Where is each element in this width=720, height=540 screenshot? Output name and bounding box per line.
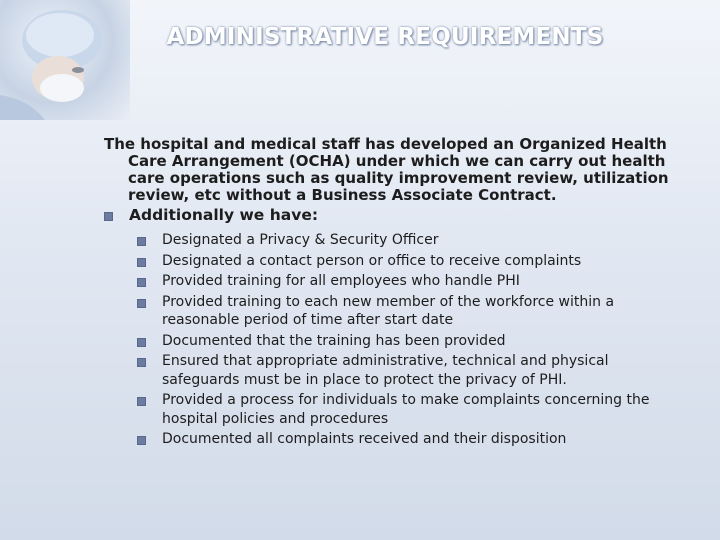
surgeon-photo bbox=[0, 0, 130, 120]
square-bullet-icon bbox=[137, 258, 146, 267]
list-item: Documented that the training has been provided bbox=[162, 332, 652, 351]
list-item: Provided training for all employees who handle PHI bbox=[162, 272, 652, 291]
square-bullet-icon bbox=[137, 436, 146, 445]
square-bullet-icon bbox=[137, 237, 146, 246]
square-bullet-icon bbox=[137, 338, 146, 347]
slide-title: ADMINISTRATIVE REQUIREMENTS bbox=[166, 24, 604, 50]
list-item: Provided a process for individuals to make complaints concerning the hospital policies and procedures bbox=[162, 391, 652, 428]
list-item: Ensured that appropriate administrative, technical and physical safeguards must be in place to protect the privacy of PHI. bbox=[162, 352, 652, 389]
square-bullet-icon bbox=[137, 358, 146, 367]
list-item: Designated a contact person or office to receive complaints bbox=[162, 252, 652, 271]
additionally-text: Additionally we have: bbox=[129, 206, 319, 224]
additionally-bullet bbox=[104, 206, 694, 224]
slide-content bbox=[104, 136, 694, 451]
square-bullet-icon bbox=[104, 212, 113, 221]
list-item: Documented all complaints received and their disposition bbox=[162, 430, 652, 449]
requirements-list bbox=[104, 231, 694, 449]
square-bullet-icon bbox=[137, 397, 146, 406]
intro-paragraph: The hospital and medical staff has developed an Organized Health Care Arrangement (OCHA) under which we can carry out health care operations such as quality improvement review, utilization review, etc without a Business Associate Contract. bbox=[104, 135, 669, 204]
list-item: Provided training to each new member of the workforce within a reasonable period of time after start date bbox=[162, 293, 652, 330]
square-bullet-icon bbox=[137, 299, 146, 308]
list-item: Designated a Privacy & Security Officer bbox=[162, 231, 652, 250]
square-bullet-icon bbox=[137, 278, 146, 287]
